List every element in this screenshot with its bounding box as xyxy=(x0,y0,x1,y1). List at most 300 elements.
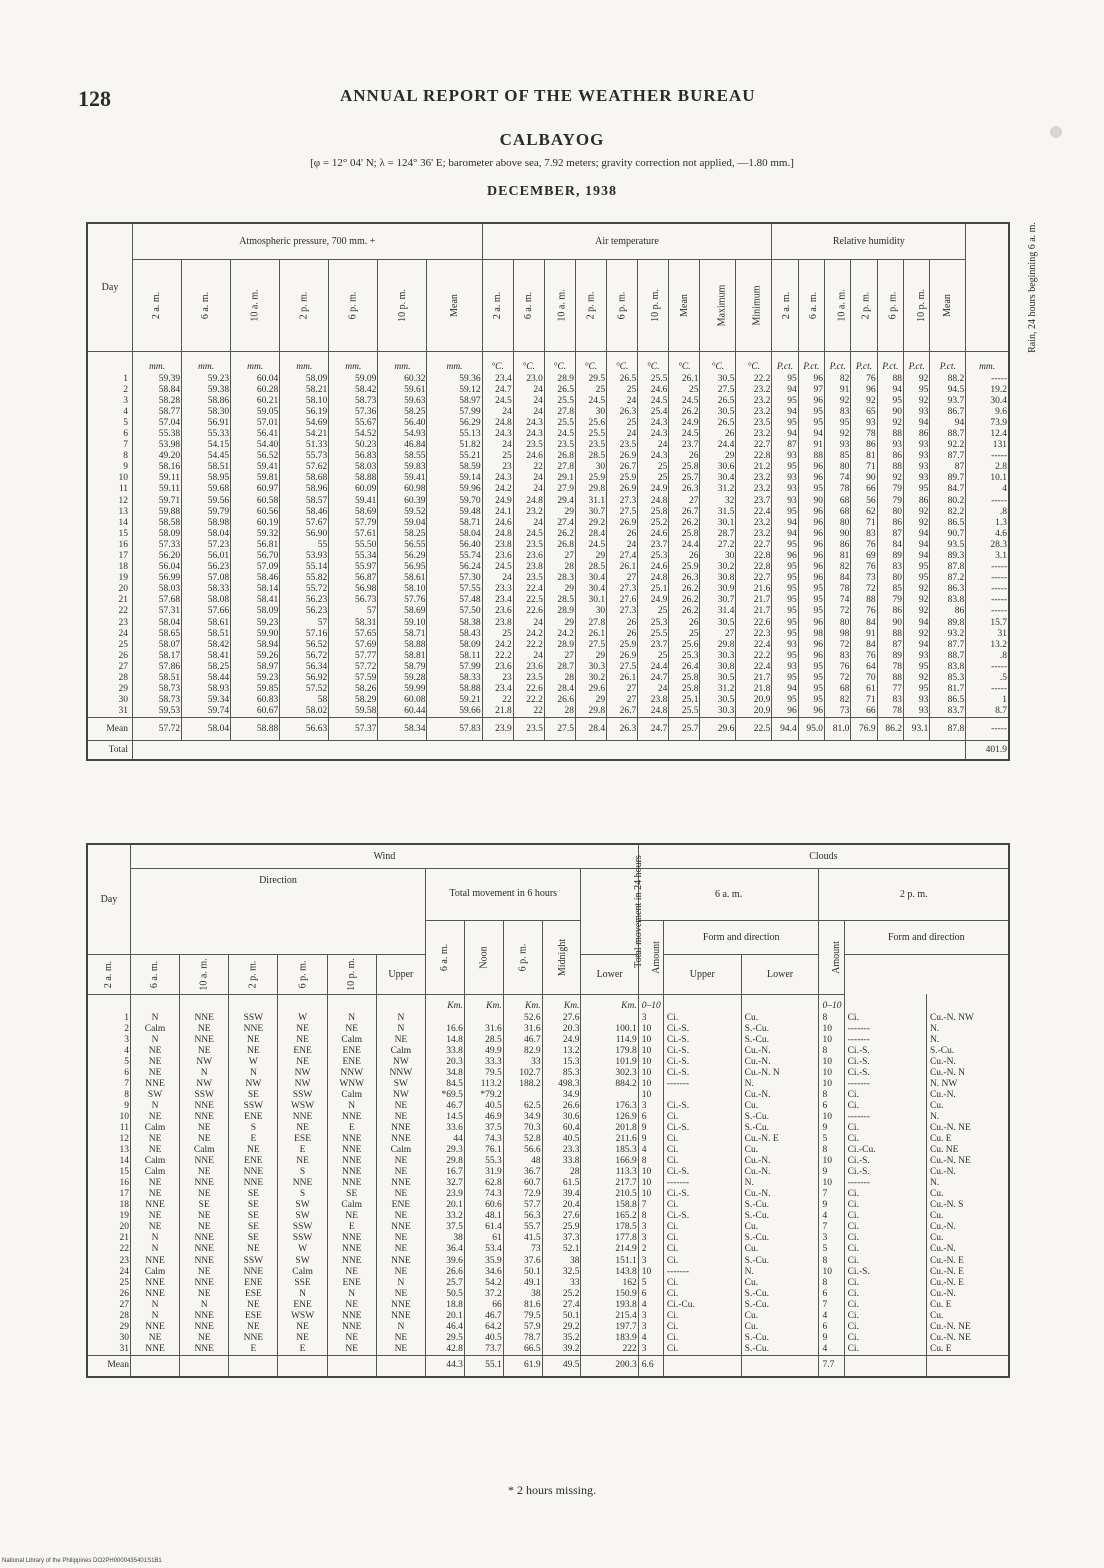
temp-cell: 25 xyxy=(638,606,669,617)
movement-cell: 14.8 xyxy=(425,1035,464,1046)
temp-cell: 24 xyxy=(607,540,638,551)
temp-cell: 27.8 xyxy=(544,462,575,473)
table-row xyxy=(87,684,1009,695)
table-row xyxy=(87,462,1009,473)
humidity-cell: 92 xyxy=(904,518,930,529)
direction-cell: SE xyxy=(229,1233,278,1244)
humidity-cell: 94 xyxy=(772,518,798,529)
temp-cell: 26.1 xyxy=(669,374,700,385)
mean-label: Mean xyxy=(87,718,132,741)
movement24-cell: 183.9 xyxy=(581,1333,638,1344)
temp-cell: 25.5 xyxy=(638,374,669,385)
humidity-cell: 89.3 xyxy=(930,551,966,562)
pressure-cell: 58.69 xyxy=(329,507,378,518)
temp-cell: 24 xyxy=(482,407,513,418)
humidity-cell: 87 xyxy=(930,462,966,473)
movement-cell: 20.3 xyxy=(542,1024,581,1035)
pressure-cell: 57.33 xyxy=(132,540,181,551)
humidity-cell: 93.2 xyxy=(930,629,966,640)
movement-cell: *79.2 xyxy=(464,1090,503,1101)
direction-cell: NE xyxy=(130,1211,179,1222)
cloud-lower-2pm: Cu.-N. xyxy=(926,1090,1009,1101)
pressure-cell: 54.45 xyxy=(182,451,231,462)
humidity-cell: 92 xyxy=(825,429,851,440)
direction-cell: NE xyxy=(180,1123,229,1134)
cloud-amount-2pm: 8 xyxy=(819,1013,844,1024)
pressure-cell: 58.07 xyxy=(132,640,181,651)
direction-cell: NE xyxy=(278,1123,327,1134)
humidity-unit: P.ct. xyxy=(825,351,851,374)
table-row xyxy=(87,396,1009,407)
movement-cell: 82.9 xyxy=(503,1046,542,1057)
direction-cell: ENE xyxy=(376,1200,425,1211)
temp-cell: 26.2 xyxy=(669,584,700,595)
pressure-cell: 58.25 xyxy=(378,407,427,418)
direction-cell: Calm xyxy=(327,1090,376,1101)
direction-cell: NNE xyxy=(327,1256,376,1267)
temp-cell: 29 xyxy=(575,551,606,562)
direction-cell: NNE xyxy=(376,1311,425,1322)
temp-cell: 26.1 xyxy=(607,562,638,573)
temp-cell: 30.4 xyxy=(700,473,736,484)
pressure-cell: 57.68 xyxy=(132,595,181,606)
temp-col-header-label: 2 a. m. xyxy=(492,291,504,319)
pressure-unit: mm. xyxy=(427,351,482,374)
temp-cell: 28 xyxy=(544,706,575,718)
temp-cell: 30.8 xyxy=(700,573,736,584)
table-row xyxy=(87,484,1009,495)
pressure-cell: 59.83 xyxy=(378,462,427,473)
direction-cell: NNE xyxy=(130,1289,179,1300)
day-cell: 11 xyxy=(87,484,132,495)
temp-cell: 22.2 xyxy=(513,640,544,651)
temp-unit: °C. xyxy=(669,351,700,374)
direction-cell: SE xyxy=(229,1211,278,1222)
rain-header: Rain, 24 hours beginning 6 a. m. xyxy=(966,223,1009,351)
humidity-cell: 96 xyxy=(798,462,824,473)
temp-cell: 26 xyxy=(669,451,700,462)
direction-cell: NE xyxy=(130,1222,179,1233)
cloud-lower-2pm: Cu.-N. xyxy=(926,1244,1009,1255)
direction-cell: SW xyxy=(278,1211,327,1222)
table-row xyxy=(87,1112,1009,1123)
direction-cell: SSW xyxy=(229,1013,278,1024)
movement-cell: 40.5 xyxy=(464,1333,503,1344)
humidity-cell: 76 xyxy=(851,651,877,662)
direction-cell: SW xyxy=(278,1256,327,1267)
direction-cell: N xyxy=(278,1289,327,1300)
temp-cell: 24.5 xyxy=(513,529,544,540)
humidity-cell: 84.7 xyxy=(930,484,966,495)
temp-cell: 24.6 xyxy=(638,562,669,573)
temp-cell: 24.8 xyxy=(482,529,513,540)
direction-cell: SE xyxy=(229,1189,278,1200)
day-cell: 6 xyxy=(87,429,132,440)
temp-cell: 22.2 xyxy=(513,695,544,706)
mean-row-2 xyxy=(87,1355,1009,1377)
clouds-2pm-upper-header: Upper xyxy=(663,954,741,994)
cloud-lower-2pm: N. xyxy=(926,1035,1009,1046)
rain-cell: ----- xyxy=(966,496,1009,507)
direction-cell: NE xyxy=(130,1189,179,1200)
movement-cell: 53.4 xyxy=(464,1244,503,1255)
humidity-cell: 90 xyxy=(798,496,824,507)
movement24-cell: 193.8 xyxy=(581,1300,638,1311)
cloud-amount-2pm: 6 xyxy=(819,1289,844,1300)
mean-direction-blank xyxy=(229,1355,278,1377)
temp-cell: 30 xyxy=(575,606,606,617)
temp-cell: 24.3 xyxy=(638,418,669,429)
cloud-upper-2pm: Ci. xyxy=(844,1222,926,1233)
temp-col-header-label: 10 p. m. xyxy=(650,288,662,322)
direction-cell: E xyxy=(229,1344,278,1356)
pressure-cell: 57.55 xyxy=(427,584,482,595)
humidity-cell: 92 xyxy=(851,396,877,407)
pressure-cell: 56.98 xyxy=(329,584,378,595)
temp-cell: 24.2 xyxy=(482,640,513,651)
temp-cell: 23.5 xyxy=(513,540,544,551)
movement-cell: 39.4 xyxy=(542,1189,581,1200)
temp-cell: 24.6 xyxy=(638,529,669,540)
humidity-unit: P.ct. xyxy=(904,351,930,374)
pressure-cell: 58.09 xyxy=(231,606,280,617)
pressure-cell: 59.04 xyxy=(378,518,427,529)
cloud-upper-6am: Ci. xyxy=(663,1244,741,1255)
rain-cell: 10.1 xyxy=(966,473,1009,484)
cloud-upper-6am: Ci.-Cu. xyxy=(663,1300,741,1311)
movement-cell: 52.8 xyxy=(503,1134,542,1145)
pressure-cell: 56.81 xyxy=(231,540,280,551)
humidity-cell: 78 xyxy=(825,584,851,595)
cloud-lower-2pm: Cu.-N. S xyxy=(926,1200,1009,1211)
pressure-cell: 55.38 xyxy=(132,429,181,440)
direction-cell: ENE xyxy=(229,1278,278,1289)
direction-cell: SE xyxy=(327,1189,376,1200)
cloud-lower-6am: Cu.-N. xyxy=(741,1167,819,1178)
movement24-header: Total movement in 24 hours xyxy=(581,868,638,954)
direction-cell: NNE xyxy=(376,1123,425,1134)
rain-cell: ----- xyxy=(966,595,1009,606)
cloud-upper-6am: Ci. xyxy=(663,1156,741,1167)
direction-cell: SSW xyxy=(278,1222,327,1233)
humidity-cell: 83.7 xyxy=(930,706,966,718)
movement-cell: 46.9 xyxy=(464,1112,503,1123)
pressure-cell: 57.66 xyxy=(182,606,231,617)
movement-cell: 28 xyxy=(542,1167,581,1178)
temp-cell: 23.6 xyxy=(482,662,513,673)
direction-cell: NNE xyxy=(376,1222,425,1233)
cloud-upper-6am: Ci. xyxy=(663,1233,741,1244)
movement-cell: 61.4 xyxy=(464,1222,503,1233)
pressure-cell: 57.52 xyxy=(280,684,329,695)
rain-cell: ----- xyxy=(966,662,1009,673)
rain-cell: ----- xyxy=(966,562,1009,573)
clouds-6am-form-header: Form and direction xyxy=(663,920,819,954)
table-row xyxy=(87,1200,1009,1211)
movement-cell: 48.1 xyxy=(464,1211,503,1222)
clouds-6am-lower-header: Lower xyxy=(581,954,638,994)
temp-cell: 23.6 xyxy=(513,551,544,562)
humidity-cell: 90.7 xyxy=(930,529,966,540)
cloud-lower-2pm: Cu.-N. NE xyxy=(926,1333,1009,1344)
humidity-cell: 95 xyxy=(772,462,798,473)
humidity-cell: 86.3 xyxy=(930,584,966,595)
mean-temp: 24.7 xyxy=(638,718,669,741)
movement-cell: 25.9 xyxy=(542,1222,581,1233)
day-cell: 2 xyxy=(87,385,132,396)
humidity-cell: 92 xyxy=(904,396,930,407)
direction-cell: NE xyxy=(327,1211,376,1222)
direction-cell: NE xyxy=(376,1333,425,1344)
temp-cell: 22.7 xyxy=(736,440,772,451)
temp-cell: 21.8 xyxy=(736,684,772,695)
rain-cell: 4.6 xyxy=(966,529,1009,540)
amount-label: Amount xyxy=(831,940,843,974)
cloud-upper-6am: ------- xyxy=(663,1267,741,1278)
movement-cell: 33.2 xyxy=(425,1211,464,1222)
movement-cell: 32.7 xyxy=(425,1178,464,1189)
temp-cell: 24 xyxy=(607,429,638,440)
pressure-cell: 56.72 xyxy=(280,651,329,662)
temp-cell: 28.9 xyxy=(544,606,575,617)
humidity-unit: P.ct. xyxy=(798,351,824,374)
pressure-cell: 60.21 xyxy=(231,396,280,407)
cloud-lower-2pm: Cu. xyxy=(926,1311,1009,1322)
cloud-lower-6am: Cu. xyxy=(741,1278,819,1289)
humidity-cell: 83 xyxy=(825,651,851,662)
movement-cell: 36.7 xyxy=(503,1167,542,1178)
table-row xyxy=(87,1300,1009,1311)
temp-cell: 21.8 xyxy=(482,706,513,718)
temp-cell: 26 xyxy=(700,429,736,440)
cloud-lower-2pm: Cu. E xyxy=(926,1300,1009,1311)
temp-cell: 27.5 xyxy=(575,640,606,651)
temp-col-header-label: 2 p. m. xyxy=(585,291,597,319)
day-cell: 4 xyxy=(87,407,132,418)
humidity-cell: 92 xyxy=(904,595,930,606)
cloud-upper-6am: ------- xyxy=(663,1178,741,1189)
temp-cell: 22.4 xyxy=(736,507,772,518)
pressure-cell: 59.23 xyxy=(231,673,280,684)
humidity-cell: 79 xyxy=(877,484,903,495)
movement-cell: 40.5 xyxy=(542,1134,581,1145)
temp-cell: 23.5 xyxy=(544,440,575,451)
direction-cell: SE xyxy=(180,1200,229,1211)
pressure-cell: 56.83 xyxy=(329,451,378,462)
direction-col-header xyxy=(87,954,130,994)
rain-cell: 12.4 xyxy=(966,429,1009,440)
cloud-amount-6am: 10 xyxy=(638,1035,663,1046)
cloud-lower-6am: Cu.-N. xyxy=(741,1189,819,1200)
pressure-unit: mm. xyxy=(132,351,181,374)
cloud-lower-6am: S.-Cu. xyxy=(741,1233,819,1244)
humidity-cell: 79 xyxy=(877,496,903,507)
temp-unit: °C. xyxy=(575,351,606,374)
cloud-lower-6am: S.-Cu. xyxy=(741,1035,819,1046)
movement-cell: 20.1 xyxy=(425,1311,464,1322)
rain-cell: .8 xyxy=(966,507,1009,518)
direction-cell: NE xyxy=(229,1145,278,1156)
cloud-amount-6am: 4 xyxy=(638,1145,663,1156)
movement-cell: 85.3 xyxy=(542,1068,581,1079)
humidity-cell: 87 xyxy=(877,640,903,651)
rain-cell: 3.1 xyxy=(966,551,1009,562)
temp-cell: 25.9 xyxy=(607,640,638,651)
humidity-cell: 93.7 xyxy=(930,396,966,407)
direction-cell: NNE xyxy=(278,1112,327,1123)
movement24-cell: 211.6 xyxy=(581,1134,638,1145)
movement-cell: 25.2 xyxy=(542,1289,581,1300)
humidity-cell: 92 xyxy=(904,374,930,385)
cloud-lower-6am: Cu.-N. xyxy=(741,1046,819,1057)
pressure-cell: 59.39 xyxy=(132,374,181,385)
pressure-cell: 59.63 xyxy=(378,396,427,407)
pressure-unit: mm. xyxy=(378,351,427,374)
temp-cell: 24.3 xyxy=(513,418,544,429)
mean-direction-blank xyxy=(278,1355,327,1377)
temp-cell: 24 xyxy=(638,440,669,451)
pressure-cell: 59.88 xyxy=(132,507,181,518)
temp-cell: 25 xyxy=(669,385,700,396)
cloud-lower-6am: S.-Cu. xyxy=(741,1123,819,1134)
direction-cell: NE xyxy=(278,1057,327,1068)
direction-col-header xyxy=(130,954,179,994)
humidity-cell: 93.5 xyxy=(930,540,966,551)
cloud-amount-2pm: 10 xyxy=(819,1079,844,1090)
cloud-lower-2pm: S.-Cu. xyxy=(926,1046,1009,1057)
movement-cell: 498.3 xyxy=(542,1079,581,1090)
temp-cell: 26.6 xyxy=(544,695,575,706)
pressure-cell: 58.03 xyxy=(329,462,378,473)
humidity-cell: 96 xyxy=(798,706,824,718)
mean-humidity: 87.8 xyxy=(930,718,966,741)
humidity-cell: 82.2 xyxy=(930,507,966,518)
direction-cell: NE xyxy=(229,1035,278,1046)
cloud-lower-6am: Cu. xyxy=(741,1013,819,1024)
direction-cell: NE xyxy=(130,1057,179,1068)
temp-cell: 24.9 xyxy=(482,496,513,507)
table-row xyxy=(87,1057,1009,1068)
movement-cell: 84.5 xyxy=(425,1079,464,1090)
temp-cell: 20.9 xyxy=(736,695,772,706)
temp-cell: 31.2 xyxy=(700,484,736,495)
direction-cell: E xyxy=(327,1123,376,1134)
humidity-col-header-label: 6 p. m. xyxy=(887,291,899,319)
humidity-cell: 95 xyxy=(798,484,824,495)
temp-cell: 22.7 xyxy=(736,573,772,584)
mean-pressure: 57.72 xyxy=(132,718,181,741)
mean-humidity: 86.2 xyxy=(877,718,903,741)
mean-movement: 61.9 xyxy=(503,1355,542,1377)
direction-cell: N xyxy=(130,1013,179,1024)
mean-direction-blank xyxy=(180,1355,229,1377)
pressure-cell: 54.40 xyxy=(231,440,280,451)
direction-cell: NE xyxy=(229,1300,278,1311)
mean-temp: 29.6 xyxy=(700,718,736,741)
day-cell: 24 xyxy=(87,1267,130,1278)
direction-cell: W xyxy=(278,1244,327,1255)
humidity-cell: 76 xyxy=(851,540,877,551)
temp-cell: 24.8 xyxy=(638,573,669,584)
humidity-cell: 87.2 xyxy=(930,573,966,584)
movement-cell: 35.9 xyxy=(464,1256,503,1267)
direction-cell: NNE xyxy=(180,1244,229,1255)
direction-cell: NE xyxy=(376,1035,425,1046)
table-row xyxy=(87,629,1009,640)
direction-cell: SE xyxy=(229,1222,278,1233)
humidity-cell: 68 xyxy=(825,496,851,507)
direction-cell: NNE xyxy=(327,1311,376,1322)
pressure-cell: 59.66 xyxy=(427,706,482,718)
temp-cell: 29.5 xyxy=(575,374,606,385)
direction-cell: NNE xyxy=(376,1256,425,1267)
mean-rain: ----- xyxy=(966,718,1009,741)
direction-cell: WNW xyxy=(327,1079,376,1090)
table-row xyxy=(87,429,1009,440)
pressure-cell: 58.57 xyxy=(280,496,329,507)
pressure-cell: 51.33 xyxy=(280,440,329,451)
cloud-lower-6am: Cu.-N. N xyxy=(741,1068,819,1079)
humidity-cell: 87.8 xyxy=(930,562,966,573)
rain-cell: ----- xyxy=(966,573,1009,584)
humidity-col-header xyxy=(825,259,851,351)
movement-cell: 33 xyxy=(542,1278,581,1289)
movement-cell: 48 xyxy=(503,1156,542,1167)
temp-cell: 25.2 xyxy=(638,518,669,529)
pressure-cell: 60.67 xyxy=(231,706,280,718)
cloud-lower-6am: Cu.-N. E xyxy=(741,1134,819,1145)
direction-col-label: 10 p. m. xyxy=(346,957,358,991)
humidity-cell: 96 xyxy=(798,540,824,551)
cloud-upper-6am: Ci. xyxy=(663,1222,741,1233)
humidity-cell: 95 xyxy=(904,662,930,673)
cloud-upper-2pm: Ci. xyxy=(844,1123,926,1134)
humidity-cell: 94 xyxy=(877,385,903,396)
temp-cell: 22.8 xyxy=(736,562,772,573)
temp-cell: 23.2 xyxy=(736,407,772,418)
humidity-cell: 78 xyxy=(877,706,903,718)
temp-cell: 30.2 xyxy=(700,562,736,573)
cloud-amount-2pm: 9 xyxy=(819,1333,844,1344)
pressure-cell: 56.52 xyxy=(280,640,329,651)
cloud-lower-6am: S.-Cu. xyxy=(741,1112,819,1123)
cloud-amount-6am: 3 xyxy=(638,1344,663,1356)
temp-cell: 27 xyxy=(669,496,700,507)
direction-cell: S xyxy=(278,1167,327,1178)
direction-cell: NW xyxy=(180,1057,229,1068)
temp-col-header xyxy=(638,259,669,351)
day-cell: 16 xyxy=(87,1178,130,1189)
cloud-amount-2pm: 5 xyxy=(819,1244,844,1255)
table-row xyxy=(87,562,1009,573)
form-unit-blank xyxy=(741,994,819,1013)
pressure-col-header-label: 6 p. m. xyxy=(347,291,359,319)
direction-cell: N xyxy=(376,1013,425,1024)
day-cell: 26 xyxy=(87,651,132,662)
pressure-cell: 59.41 xyxy=(329,496,378,507)
movement-cell: 57.7 xyxy=(503,1200,542,1211)
mean-movement24: 200.3 xyxy=(581,1355,638,1377)
temp-cell: 29.1 xyxy=(544,473,575,484)
cloud-lower-2pm: Cu. NE xyxy=(926,1145,1009,1156)
mean-humidity: 76.9 xyxy=(851,718,877,741)
cloud-upper-2pm: Ci. xyxy=(844,1200,926,1211)
temp-cell: 24.6 xyxy=(638,385,669,396)
pressure-cell: 59.14 xyxy=(427,473,482,484)
direction-cell: WSW xyxy=(278,1311,327,1322)
cloud-amount-2pm: 3 xyxy=(819,1233,844,1244)
pressure-cell: 59.79 xyxy=(182,507,231,518)
